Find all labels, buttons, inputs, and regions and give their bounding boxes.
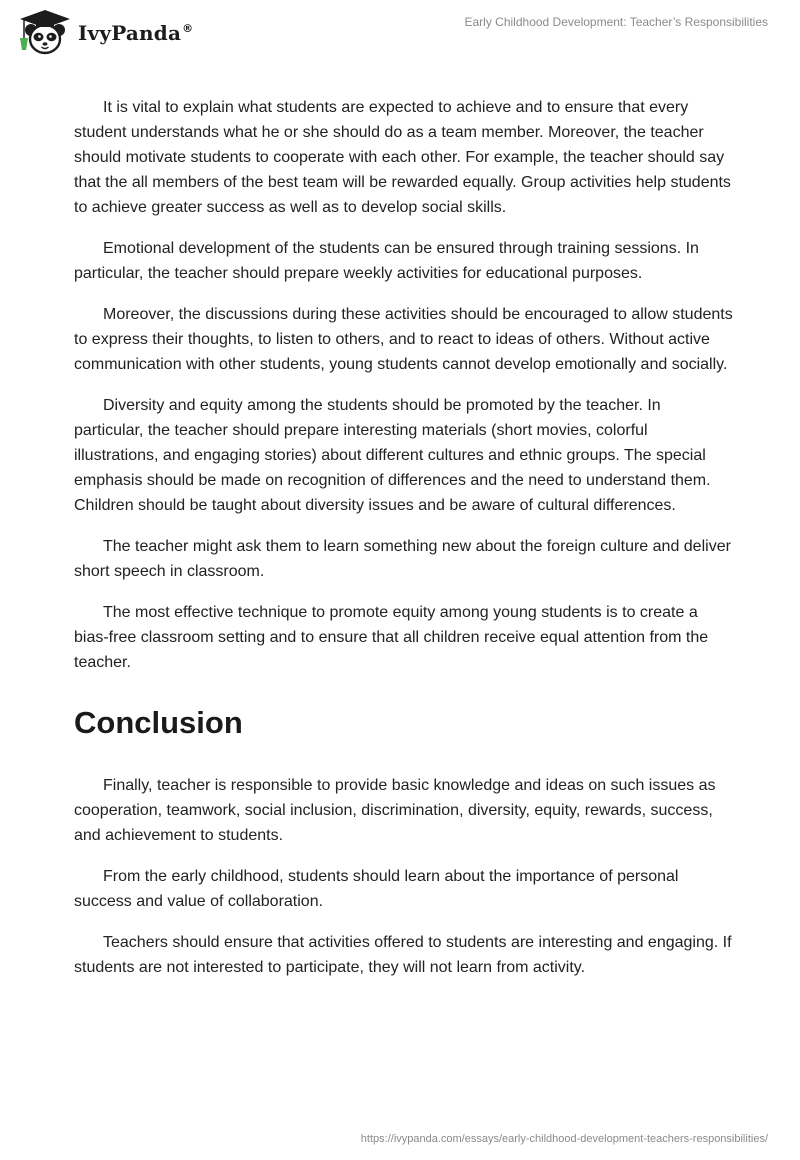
paragraph: It is vital to explain what students are expected to achieve and to ensure that every student understands what he or she should do as a team member. Moreover, the teacher should motivate students to cooperate with each other. For example, the teacher should say that the all members of the best team will be rewarded equally. Group activities help students to achieve greater success as well as to develop social skills. xyxy=(74,99,731,216)
panda-graduate-icon xyxy=(14,8,76,56)
paragraph: From the early childhood, students should learn about the importance of personal success and value of collaboration. xyxy=(74,868,679,910)
logo-wordmark: IvyPanda® xyxy=(78,21,194,45)
paragraph: Finally, teacher is responsible to provide basic knowledge and ideas on such issues as cooperation, teamwork, social inclusion, discrimination, diversity, equity, rewards, success, and achievement to students. xyxy=(74,777,716,844)
essay-body xyxy=(74,95,734,996)
section-heading-conclusion: Conclusion xyxy=(74,705,243,740)
paragraph: The teacher might ask them to learn something new about the foreign culture and deliver short speech in classroom. xyxy=(74,538,731,580)
page-header xyxy=(0,0,800,64)
paragraph: Diversity and equity among the students should be promoted by the teacher. In particular, the teacher should prepare interesting materials (short movies, colorful illustrations, and engaging stories) about different cultures and ethnic groups. The special emphasis should be made on recognition of differences and the need to understand them. Children should be taught about diversity issues and be aware of cultural differences. xyxy=(74,397,711,514)
paragraph: Teachers should ensure that activities offered to students are interesting and engaging. If students are not interested to participate, they will not learn from activity. xyxy=(74,934,732,976)
paragraph: The most effective technique to promote equity among young students is to create a bias-free classroom setting and to ensure that all children receive equal attention from the teacher. xyxy=(74,604,709,671)
paragraph: Moreover, the discussions during these activities should be encouraged to allow students to express their thoughts, to listen to others, and to react to ideas of others. Without active communication with other students, young students cannot develop emotionally and socially. xyxy=(74,306,733,373)
source-url[interactable]: https://ivypanda.com/essays/early-childhood-development-teachers-responsibilities/ xyxy=(360,1133,768,1145)
ivypanda-logo[interactable] xyxy=(14,8,193,56)
paragraph: Emotional development of the students can be ensured through training sessions. In particular, the teacher should prepare weekly activities for educational purposes. xyxy=(74,240,699,282)
document-title: Early Childhood Development: Teacher’s Responsibilities xyxy=(464,15,768,29)
